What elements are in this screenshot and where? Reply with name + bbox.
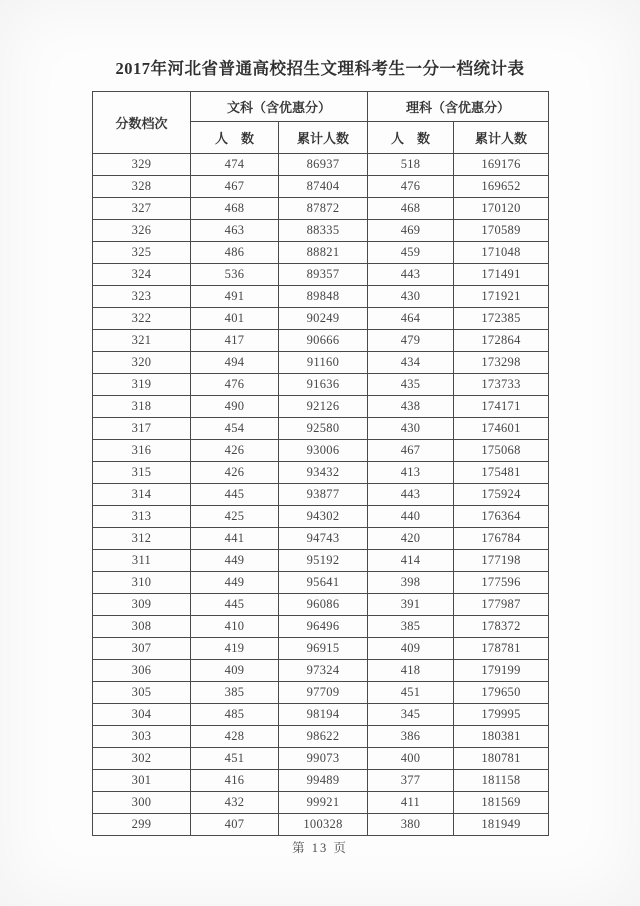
cell-la_count: 474 <box>191 154 279 176</box>
cell-score: 302 <box>93 748 191 770</box>
cell-score: 321 <box>93 330 191 352</box>
table-row <box>93 660 549 682</box>
cell-sci_cumulative: 174601 <box>454 418 549 440</box>
cell-score: 317 <box>93 418 191 440</box>
cell-sci_count: 380 <box>368 814 454 836</box>
cell-la_count: 409 <box>191 660 279 682</box>
table-row <box>93 594 549 616</box>
cell-score: 313 <box>93 506 191 528</box>
cell-la_count: 449 <box>191 572 279 594</box>
cell-sci_count: 476 <box>368 176 454 198</box>
cell-score: 318 <box>93 396 191 418</box>
cell-score: 301 <box>93 770 191 792</box>
cell-sci_count: 443 <box>368 484 454 506</box>
page-title: 2017年河北省普通高校招生文理科考生一分一档统计表 <box>115 59 525 78</box>
cell-score: 311 <box>93 550 191 572</box>
cell-sci_cumulative: 179995 <box>454 704 549 726</box>
cell-score: 303 <box>93 726 191 748</box>
header-la-count: 人 数 <box>191 122 279 154</box>
cell-la_cumulative: 94743 <box>279 528 368 550</box>
cell-la_count: 432 <box>191 792 279 814</box>
cell-sci_cumulative: 179199 <box>454 660 549 682</box>
cell-la_count: 476 <box>191 374 279 396</box>
cell-sci_cumulative: 180781 <box>454 748 549 770</box>
cell-la_count: 454 <box>191 418 279 440</box>
cell-sci_count: 467 <box>368 440 454 462</box>
cell-sci_cumulative: 172385 <box>454 308 549 330</box>
cell-score: 308 <box>93 616 191 638</box>
cell-la_count: 451 <box>191 748 279 770</box>
cell-la_cumulative: 97709 <box>279 682 368 704</box>
cell-score: 326 <box>93 220 191 242</box>
cell-sci_cumulative: 178372 <box>454 616 549 638</box>
cell-sci_cumulative: 181569 <box>454 792 549 814</box>
cell-sci_cumulative: 173298 <box>454 352 549 374</box>
cell-sci_cumulative: 181949 <box>454 814 549 836</box>
table-row <box>93 330 549 352</box>
cell-la_count: 445 <box>191 484 279 506</box>
cell-la_cumulative: 89357 <box>279 264 368 286</box>
table-row <box>93 726 549 748</box>
table-row <box>93 616 549 638</box>
cell-score: 304 <box>93 704 191 726</box>
cell-sci_count: 420 <box>368 528 454 550</box>
cell-sci_cumulative: 177198 <box>454 550 549 572</box>
cell-la_cumulative: 92126 <box>279 396 368 418</box>
cell-score: 316 <box>93 440 191 462</box>
cell-sci_count: 438 <box>368 396 454 418</box>
cell-score: 314 <box>93 484 191 506</box>
table-row <box>93 550 549 572</box>
cell-sci_cumulative: 179650 <box>454 682 549 704</box>
cell-la_cumulative: 88335 <box>279 220 368 242</box>
cell-score: 322 <box>93 308 191 330</box>
cell-sci_cumulative: 171491 <box>454 264 549 286</box>
cell-la_count: 441 <box>191 528 279 550</box>
cell-sci_count: 518 <box>368 154 454 176</box>
cell-la_count: 494 <box>191 352 279 374</box>
cell-la_cumulative: 98622 <box>279 726 368 748</box>
cell-score: 328 <box>93 176 191 198</box>
cell-score: 327 <box>93 198 191 220</box>
cell-la_cumulative: 87872 <box>279 198 368 220</box>
cell-la_cumulative: 95192 <box>279 550 368 572</box>
cell-score: 319 <box>93 374 191 396</box>
cell-la_cumulative: 100328 <box>279 814 368 836</box>
cell-la_cumulative: 97324 <box>279 660 368 682</box>
cell-sci_count: 435 <box>368 374 454 396</box>
cell-la_count: 385 <box>191 682 279 704</box>
cell-sci_cumulative: 175068 <box>454 440 549 462</box>
cell-la_cumulative: 92580 <box>279 418 368 440</box>
cell-la_cumulative: 91160 <box>279 352 368 374</box>
table-row <box>93 286 549 308</box>
table-row <box>93 264 549 286</box>
table-row <box>93 638 549 660</box>
cell-la_cumulative: 93877 <box>279 484 368 506</box>
cell-la_count: 407 <box>191 814 279 836</box>
cell-sci_count: 464 <box>368 308 454 330</box>
cell-sci_cumulative: 172864 <box>454 330 549 352</box>
table-row <box>93 792 549 814</box>
table-header <box>93 92 549 154</box>
cell-sci_count: 385 <box>368 616 454 638</box>
cell-sci_cumulative: 169176 <box>454 154 549 176</box>
table-row <box>93 506 549 528</box>
table-row <box>93 352 549 374</box>
cell-la_count: 426 <box>191 440 279 462</box>
header-sci-cumulative: 累计人数 <box>454 122 549 154</box>
cell-la_count: 468 <box>191 198 279 220</box>
cell-sci_count: 377 <box>368 770 454 792</box>
cell-sci_count: 443 <box>368 264 454 286</box>
cell-score: 329 <box>93 154 191 176</box>
table-row <box>93 308 549 330</box>
cell-score: 315 <box>93 462 191 484</box>
table-row <box>93 704 549 726</box>
cell-sci_cumulative: 173733 <box>454 374 549 396</box>
cell-sci_count: 398 <box>368 572 454 594</box>
cell-la_count: 491 <box>191 286 279 308</box>
table-row <box>93 484 549 506</box>
cell-sci_cumulative: 171048 <box>454 242 549 264</box>
cell-la_count: 467 <box>191 176 279 198</box>
cell-la_cumulative: 99921 <box>279 792 368 814</box>
table-row <box>93 814 549 836</box>
cell-sci_count: 468 <box>368 198 454 220</box>
table-row <box>93 528 549 550</box>
cell-sci_count: 459 <box>368 242 454 264</box>
cell-sci_cumulative: 170589 <box>454 220 549 242</box>
cell-score: 309 <box>93 594 191 616</box>
table-row <box>93 176 549 198</box>
cell-la_cumulative: 93432 <box>279 462 368 484</box>
table-body <box>93 154 549 836</box>
cell-la_count: 401 <box>191 308 279 330</box>
cell-la_cumulative: 87404 <box>279 176 368 198</box>
score-table <box>92 91 549 836</box>
cell-la_cumulative: 99489 <box>279 770 368 792</box>
table-row <box>93 220 549 242</box>
cell-score: 323 <box>93 286 191 308</box>
table-row <box>93 748 549 770</box>
cell-sci_cumulative: 180381 <box>454 726 549 748</box>
cell-sci_count: 345 <box>368 704 454 726</box>
cell-la_count: 445 <box>191 594 279 616</box>
cell-sci_count: 469 <box>368 220 454 242</box>
cell-la_count: 426 <box>191 462 279 484</box>
cell-score: 320 <box>93 352 191 374</box>
cell-sci_count: 409 <box>368 638 454 660</box>
cell-sci_cumulative: 169652 <box>454 176 549 198</box>
table-row <box>93 462 549 484</box>
cell-score: 310 <box>93 572 191 594</box>
cell-score: 306 <box>93 660 191 682</box>
header-group-row <box>93 92 549 122</box>
cell-la_cumulative: 88821 <box>279 242 368 264</box>
cell-sci_count: 418 <box>368 660 454 682</box>
cell-score: 300 <box>93 792 191 814</box>
table-row <box>93 374 549 396</box>
table-row <box>93 440 549 462</box>
cell-sci_cumulative: 178781 <box>454 638 549 660</box>
cell-score: 325 <box>93 242 191 264</box>
cell-sci_count: 451 <box>368 682 454 704</box>
cell-sci_count: 434 <box>368 352 454 374</box>
cell-sci_count: 411 <box>368 792 454 814</box>
table-row <box>93 396 549 418</box>
cell-la_count: 486 <box>191 242 279 264</box>
cell-la_cumulative: 90249 <box>279 308 368 330</box>
cell-sci_count: 391 <box>368 594 454 616</box>
cell-sci_cumulative: 176364 <box>454 506 549 528</box>
cell-la_cumulative: 89848 <box>279 286 368 308</box>
cell-score: 307 <box>93 638 191 660</box>
header-la-cumulative: 累计人数 <box>279 122 368 154</box>
cell-sci_count: 386 <box>368 726 454 748</box>
cell-la_cumulative: 95641 <box>279 572 368 594</box>
cell-sci_cumulative: 177987 <box>454 594 549 616</box>
table-row <box>93 682 549 704</box>
cell-la_count: 449 <box>191 550 279 572</box>
cell-sci_count: 479 <box>368 330 454 352</box>
cell-sci_count: 440 <box>368 506 454 528</box>
cell-score: 312 <box>93 528 191 550</box>
header-sci-count: 人 数 <box>368 122 454 154</box>
cell-la_count: 490 <box>191 396 279 418</box>
cell-la_count: 417 <box>191 330 279 352</box>
cell-la_count: 463 <box>191 220 279 242</box>
cell-la_cumulative: 96086 <box>279 594 368 616</box>
table-row <box>93 418 549 440</box>
cell-la_count: 410 <box>191 616 279 638</box>
cell-score: 299 <box>93 814 191 836</box>
table-row <box>93 198 549 220</box>
cell-sci_cumulative: 170120 <box>454 198 549 220</box>
cell-la_cumulative: 98194 <box>279 704 368 726</box>
table-row <box>93 242 549 264</box>
cell-sci_cumulative: 181158 <box>454 770 549 792</box>
header-science-group: 理科（含优惠分） <box>368 92 549 122</box>
cell-sci_count: 400 <box>368 748 454 770</box>
cell-sci_cumulative: 177596 <box>454 572 549 594</box>
cell-sci_count: 430 <box>368 286 454 308</box>
cell-la_count: 428 <box>191 726 279 748</box>
header-score-level: 分数档次 <box>93 92 191 154</box>
cell-sci_cumulative: 171921 <box>454 286 549 308</box>
cell-la_cumulative: 96496 <box>279 616 368 638</box>
header-liberal-arts-group: 文科（含优惠分） <box>191 92 368 122</box>
cell-la_cumulative: 93006 <box>279 440 368 462</box>
cell-sci_count: 430 <box>368 418 454 440</box>
cell-la_cumulative: 91636 <box>279 374 368 396</box>
cell-la_count: 419 <box>191 638 279 660</box>
cell-la_count: 416 <box>191 770 279 792</box>
cell-la_cumulative: 90666 <box>279 330 368 352</box>
cell-sci_cumulative: 175924 <box>454 484 549 506</box>
cell-la_count: 536 <box>191 264 279 286</box>
cell-sci_cumulative: 174171 <box>454 396 549 418</box>
cell-score: 305 <box>93 682 191 704</box>
table-row <box>93 572 549 594</box>
cell-sci_cumulative: 175481 <box>454 462 549 484</box>
cell-la_count: 485 <box>191 704 279 726</box>
table-row <box>93 770 549 792</box>
cell-la_count: 425 <box>191 506 279 528</box>
cell-sci_count: 414 <box>368 550 454 572</box>
cell-la_cumulative: 99073 <box>279 748 368 770</box>
cell-sci_count: 413 <box>368 462 454 484</box>
cell-la_cumulative: 96915 <box>279 638 368 660</box>
page-number: 第 13 页 <box>292 841 348 855</box>
cell-la_cumulative: 94302 <box>279 506 368 528</box>
cell-la_cumulative: 86937 <box>279 154 368 176</box>
cell-sci_cumulative: 176784 <box>454 528 549 550</box>
table-row <box>93 154 549 176</box>
cell-score: 324 <box>93 264 191 286</box>
